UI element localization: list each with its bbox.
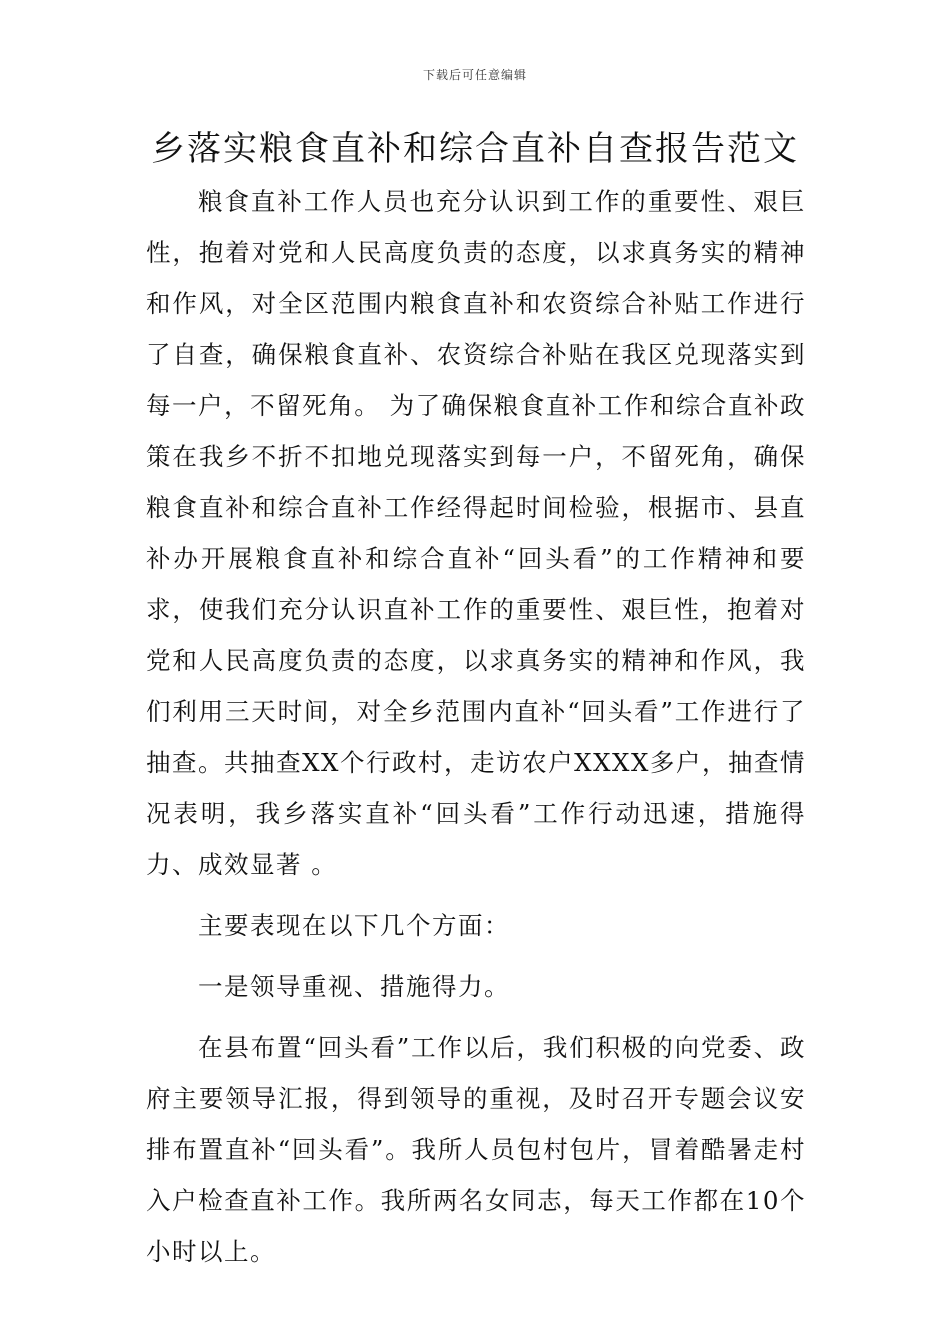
paragraph-intro: 粮食直补工作人员也充分认识到工作的重要性、艰巨性，抱着对党和人民高度负责的态度，以求真务实的精神和作风，对全区范围内粮食直补和农资综合补贴工作进行了自查，确保粮食直补、农资综合补贴在我区兑现落实到每一户，不留死角。 为了确保粮食直补工作和综合直补政策在我乡不折不扣地兑现落实到每一户，不留死角，确保粮食直补和综合直补工作经得起时间检验，根据市、县直补办开展粮食直补和综合直补“回头看”的工作精神和要求，使我们充分认识直补工作的重要性、艰巨性，抱着对党和人民高度负责的态度，以求真务实的精神和作风，我们利用三天时间，对全乡范围内直补“回头看”工作进行了抽查。共抽查XX个行政村，走访农户XXXX多户，抽查情况表明，我乡落实直补“回头看”工作行动迅速，措施得力、成效显著 。: [146, 187, 806, 879]
header-note: 下载后可任意编辑: [422, 68, 527, 82]
paragraph-aspects-intro: 主要表现在以下几个方面：: [198, 911, 510, 940]
document-title: 乡落实粮食直补和综合直补自查报告范文: [151, 129, 799, 169]
paragraph-point-one-detail: 在县布置“回头看”工作以后，我们积极的向党委、政府主要领导汇报，得到领导的重视，及时召开专题会议安排布置直补“回头看”。我所人员包村包片，冒着酷暑走村入户检查直补工作。我所两名女同志，每天工作都在10个小时以上。: [146, 1033, 806, 1266]
paragraph-point-one: 一是领导重视、措施得力。: [198, 972, 510, 1001]
document-body: [146, 176, 806, 1277]
